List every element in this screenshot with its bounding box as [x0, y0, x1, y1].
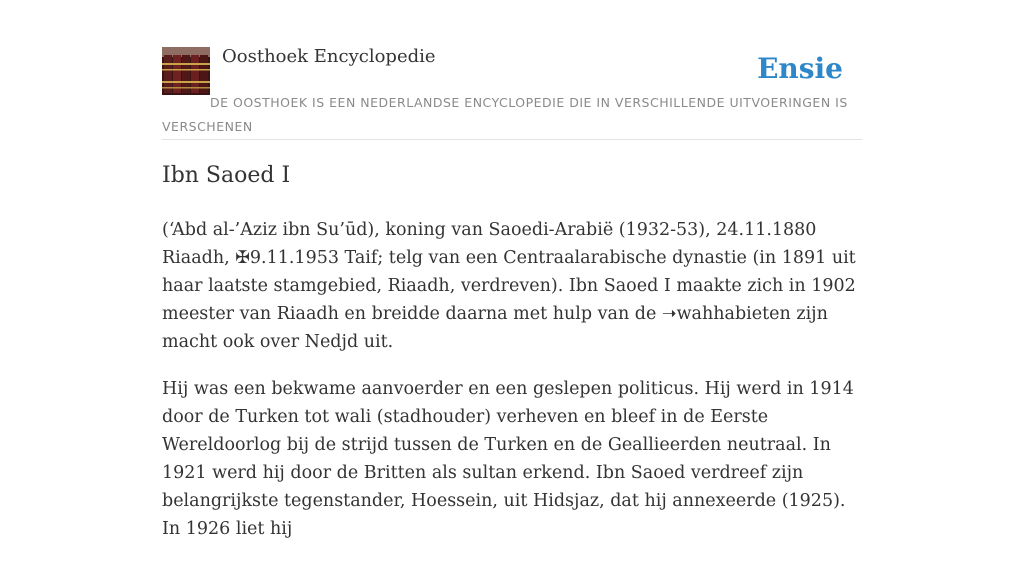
- article-title: Ibn Saoed I: [162, 163, 291, 188]
- article-body: [162, 216, 867, 562]
- article-paragraph-2: Hij was een bekwame aanvoerder en een geslepen politicus. Hij werd in 1914 door de Turken tot wali (stadhouder) verheven en bleef in de Eerste Wereldoorlog bij de strijd tussen de Turken en de Geallieerden neutraal. In 1921 werd hij door de Britten als sultan erkend. Ibn Saoed verdreef zijn belangrijkste tegenstander, Hoessein, uit Hidsjaz, dat hij annexeerde (1925). In 1926 liet hij: [162, 379, 854, 539]
- encyclopedia-books-icon[interactable]: [162, 47, 210, 95]
- paragraph-1-text-end: zijn macht ook over Nedjd uit.: [162, 304, 828, 352]
- ensie-logo-link[interactable]: Ensie: [757, 52, 843, 85]
- header-divider: [162, 139, 862, 140]
- site-tagline: DE OOSTHOEK IS EEN NEDERLANDSE ENCYCLOPEDIE DIE IN VERSCHILLENDE UITVOERINGEN IS VERSCHENEN: [162, 95, 848, 134]
- article-paragraph-1: [162, 216, 867, 356]
- wahhabieten-link[interactable]: ➝wahhabieten: [661, 304, 791, 324]
- site-title[interactable]: Oosthoek Encyclopedie: [222, 46, 436, 67]
- paragraph-1-text-start: (‘Abd al-’Aziz ibn Su’ūd), koning van Saoedi-Arabië (1932-53), 24.11.1880 Riaadh, ✠9.11.1953 Taif; telg van een Centraalarabische dynastie (in 1891 uit haar laatste stamgebied, Riaadh, verdreven). Ibn Saoed I maakte zich in 1902 meester van Riaadh en breidde daarna met hulp van de: [162, 220, 856, 324]
